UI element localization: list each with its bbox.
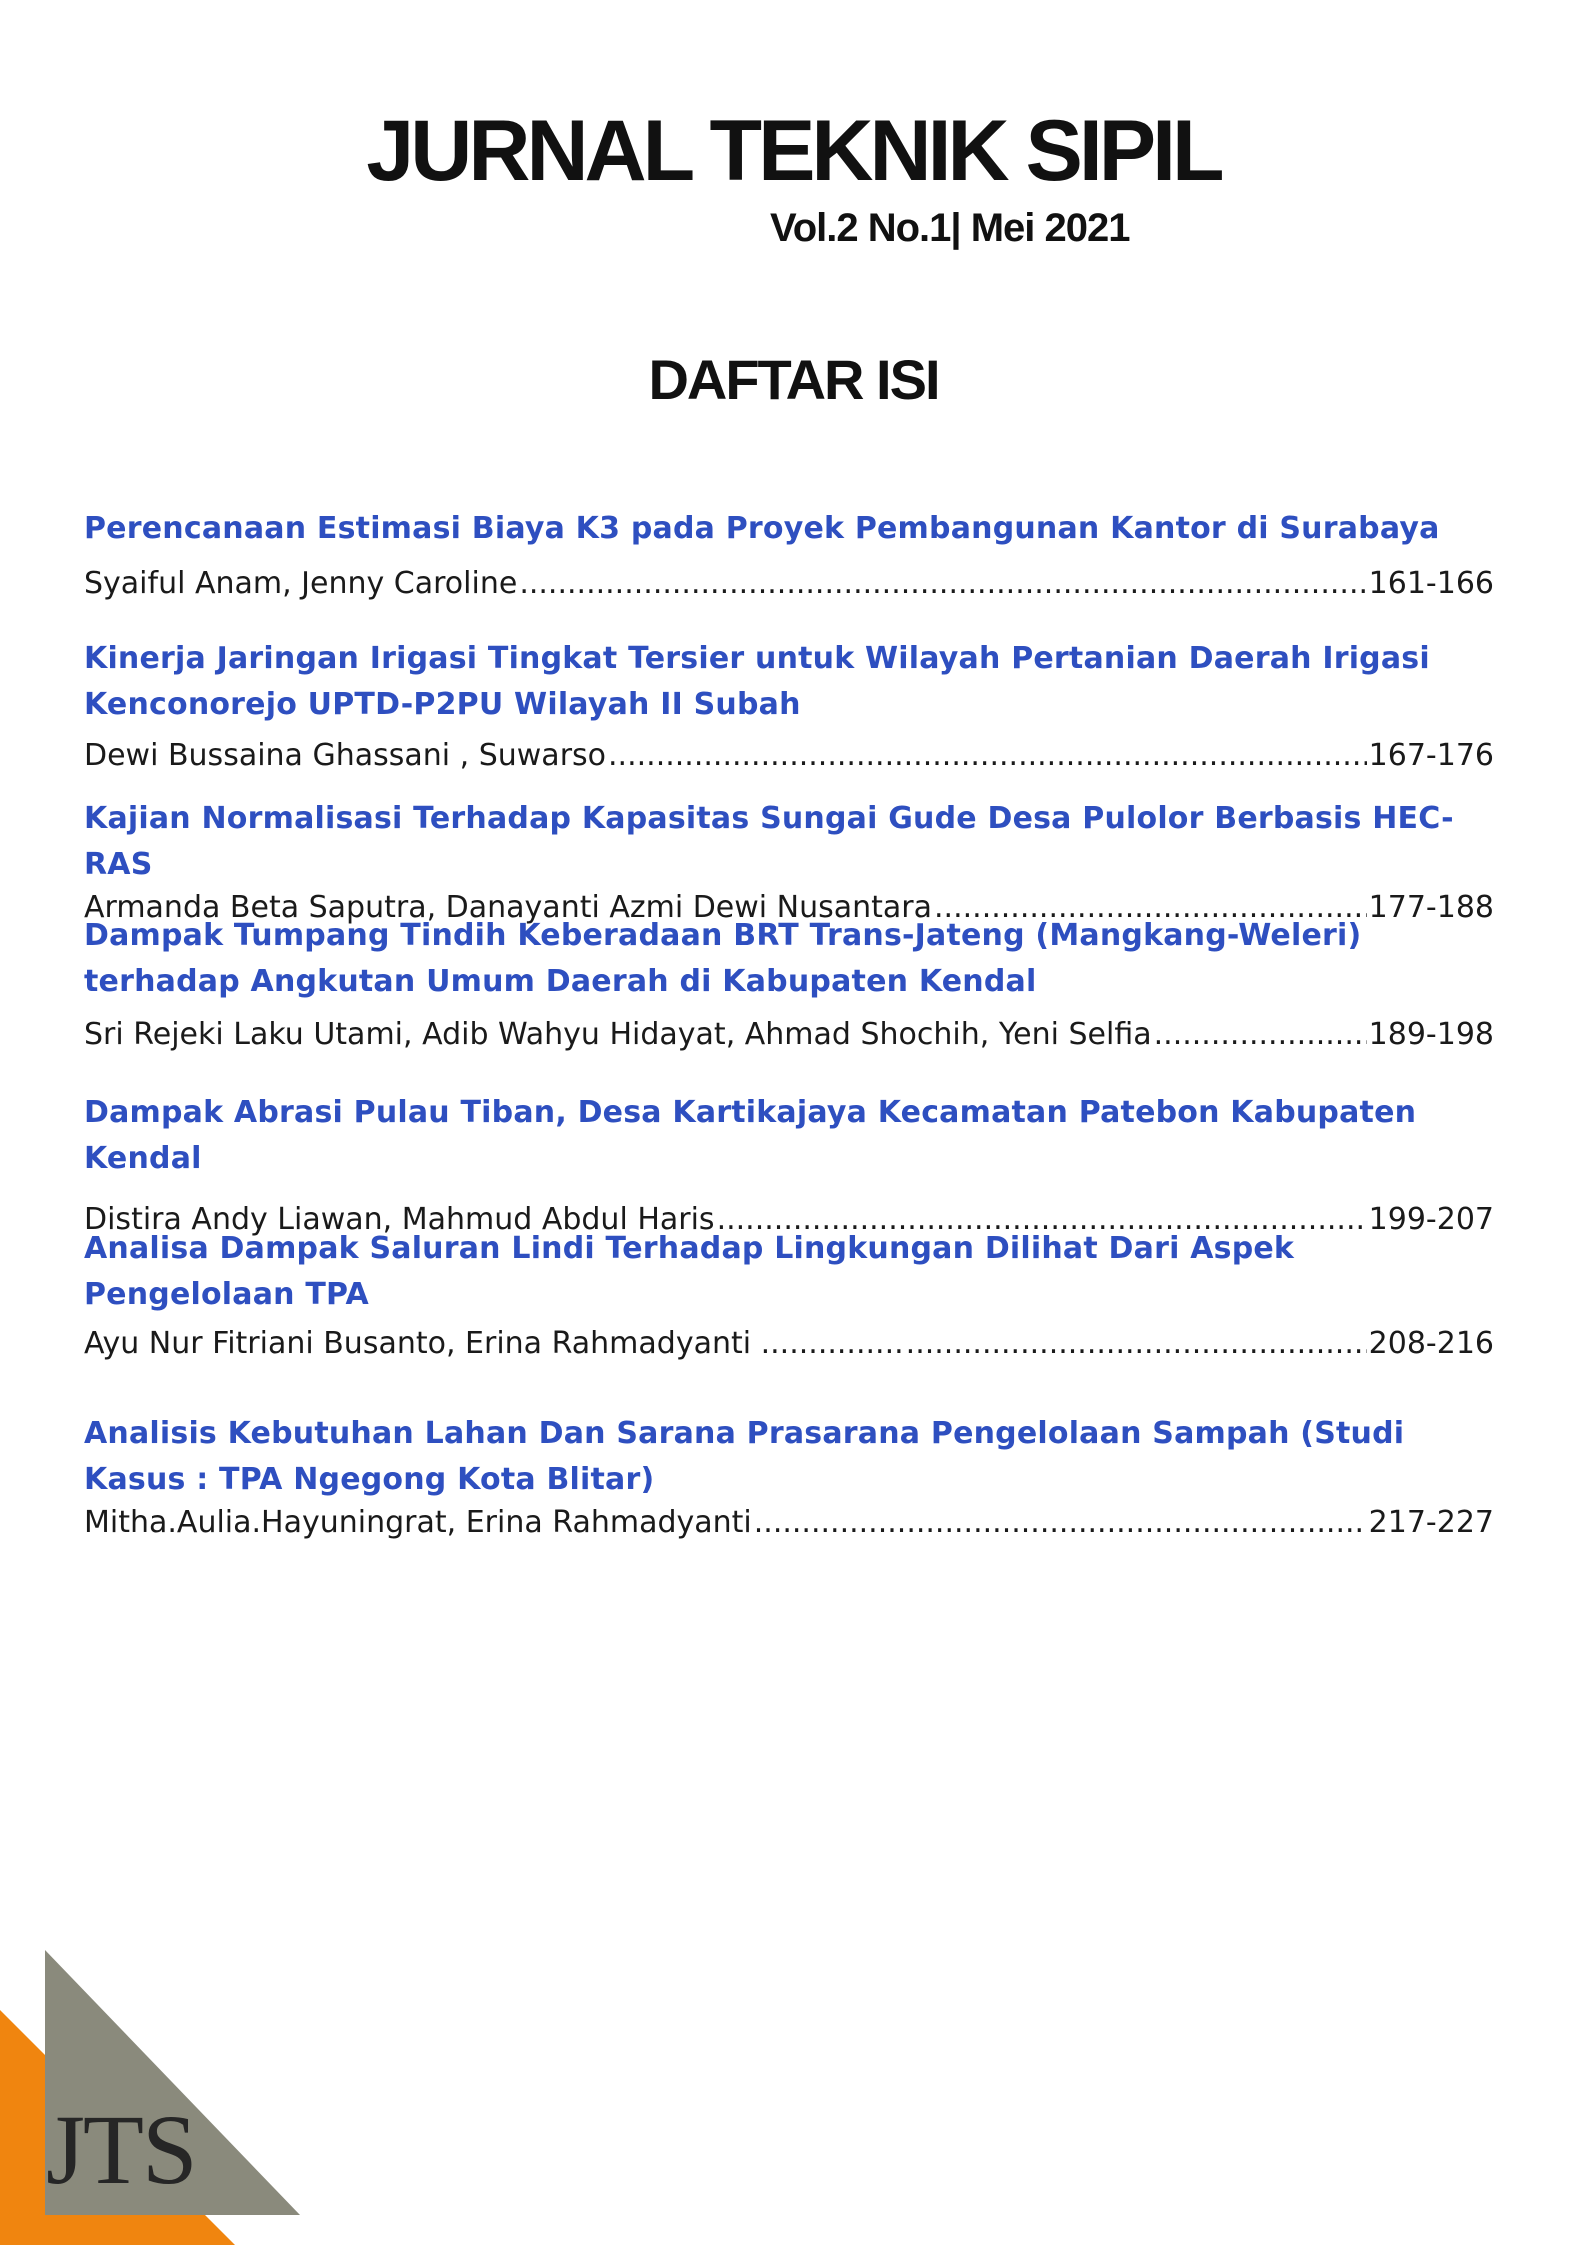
- logo-text: JTS: [46, 2094, 196, 2205]
- entry-title[interactable]: Kajian Normalisasi Terhadap Kapasitas Sungai Gude Desa Pulolor Berbasis HEC-RAS: [84, 801, 1454, 882]
- jts-logo: [0, 1950, 310, 2245]
- dot-leader: [1154, 1015, 1367, 1055]
- toc-entry: [84, 1411, 1494, 1543]
- dot-leader: [906, 1324, 1367, 1364]
- toc-entry: [84, 913, 1494, 1055]
- toc-entry: [84, 1090, 1494, 1240]
- entry-pages: 217-227: [1368, 1505, 1494, 1540]
- toc-entry: [84, 636, 1494, 776]
- toc-entry: [84, 796, 1494, 928]
- entry-pages: 199-207: [1368, 1202, 1494, 1237]
- journal-title: JURNAL TEKNIK SIPIL: [366, 103, 1221, 199]
- issue-line: Vol.2 No.1| Mei 2021: [770, 206, 1130, 250]
- entry-authors-row: [84, 1324, 1494, 1364]
- entry-title[interactable]: Kinerja Jaringan Irigasi Tingkat Tersier untuk Wilayah Pertanian Daerah Irigasi Kenconorejo UPTD-P2PU Wilayah II Subah: [84, 641, 1430, 722]
- entry-title[interactable]: Analisa Dampak Saluran Lindi Terhadap Lingkungan Dilihat Dari Aspek Pengelolaan TPA: [84, 1231, 1295, 1312]
- toc-entry: [84, 506, 1494, 604]
- dot-leader: [608, 736, 1367, 776]
- entry-authors: Mitha.Aulia.Hayuningrat, Erina Rahmadyanti: [84, 1505, 752, 1540]
- entry-pages: 177-188: [1368, 890, 1494, 925]
- dot-leader: [754, 1503, 1367, 1543]
- entry-title[interactable]: Dampak Abrasi Pulau Tiban, Desa Kartikajaya Kecamatan Patebon Kabupaten Kendal: [84, 1095, 1417, 1176]
- entry-authors: Syaiful Anam, Jenny Caroline: [84, 566, 518, 601]
- toc-entry: [84, 1226, 1494, 1364]
- entry-title[interactable]: Analisis Kebutuhan Lahan Dan Sarana Prasarana Pengelolaan Sampah (Studi Kasus : TPA Ngegong Kota Blitar): [84, 1416, 1405, 1497]
- entry-authors-row: [84, 1503, 1494, 1543]
- entry-title[interactable]: Perencanaan Estimasi Biaya K3 pada Proyek Pembangunan Kantor di Surabaya: [84, 511, 1440, 546]
- entry-authors-row: [84, 564, 1494, 604]
- entry-pages: 189-198: [1368, 1017, 1494, 1052]
- entry-authors-row: [84, 736, 1494, 776]
- entry-authors-row: [84, 1015, 1494, 1055]
- entry-pages: 167-176: [1368, 738, 1494, 773]
- entry-authors: Sri Rejeki Laku Utami, Adib Wahyu Hidayat, Ahmad Shochih, Yeni Selfia: [84, 1017, 1152, 1052]
- entry-authors: Armanda Beta Saputra, Danayanti Azmi Dewi Nusantara: [84, 890, 933, 925]
- dot-leader: [519, 564, 1366, 604]
- entry-authors: Distira Andy Liawan, Mahmud Abdul Haris: [84, 1202, 715, 1237]
- entry-authors: Ayu Nur Fitriani Busanto, Erina Rahmadyanti ...............: [84, 1326, 904, 1361]
- entry-pages: 208-216: [1368, 1326, 1494, 1361]
- entry-authors: Dewi Bussaina Ghassani , Suwarso: [84, 738, 607, 773]
- entry-pages: 161-166: [1368, 566, 1494, 601]
- toc-heading: DAFTAR ISI: [648, 348, 939, 411]
- entry-title[interactable]: Dampak Tumpang Tindih Keberadaan BRT Trans-Jateng (Mangkang-Weleri) terhadap Angkutan Umum Daerah di Kabupaten Kendal: [84, 918, 1362, 999]
